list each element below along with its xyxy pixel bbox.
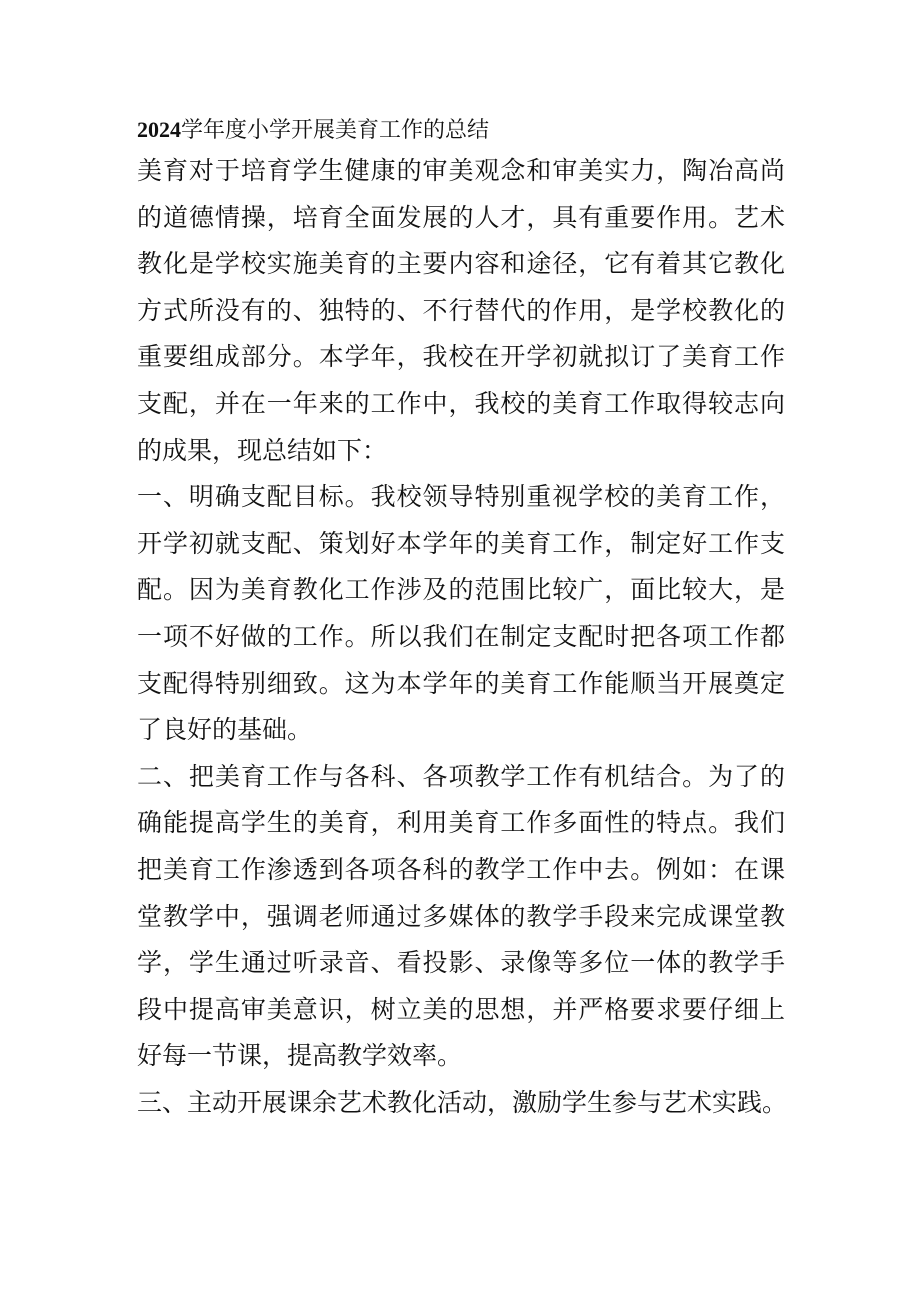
paragraph-section-1: [137, 474, 785, 754]
paragraph-section-3: [137, 1080, 788, 1127]
text-line: 方式所没有的、独特的、不行替代的作用，是学校教化的: [137, 295, 785, 325]
paragraph-section-2: [137, 754, 785, 1080]
text-line: 一、明确支配目标。我校领导特别重视学校的美育工作，: [137, 482, 785, 512]
text-line: 教化是学校实施美育的主要内容和途径，它有着其它教化: [137, 249, 785, 279]
text-line: 好每一节课，提高教学效率。: [137, 1041, 463, 1071]
text-line: 美育对于培育学生健康的审美观念和审美实力，陶冶高尚: [137, 156, 785, 185]
text-line: 支配得特别细致。这为本学年的美育工作能顺当开展奠定: [137, 668, 785, 698]
text-line: 把美育工作渗透到各项各科的教学工作中去。例如：在课: [137, 854, 785, 884]
text-line: 重要组成部分。本学年，我校在开学初就拟订了美育工作: [137, 342, 785, 372]
text-line: 了良好的基础。: [137, 715, 313, 745]
text-line: 段中提高审美意识，树立美的思想，并严格要求要仔细上: [137, 994, 785, 1024]
text-line: 配。因为美育教化工作涉及的范围比较广，面比较大，是: [137, 575, 785, 605]
text-line: 的道德情操，培育全面发展的人才，具有重要作用。艺术: [137, 202, 785, 232]
text-line: 的成果，现总结如下：: [137, 435, 388, 465]
text-line: 堂教学中，强调老师通过多媒体的教学手段来完成课堂教: [137, 901, 785, 931]
paragraph-intro: [137, 148, 785, 474]
document-body: [137, 112, 788, 1126]
text-line: 二、把美育工作与各科、各项教学工作有机结合。为了的: [137, 761, 785, 791]
title-year: 2024: [137, 117, 181, 142]
text-line: 确能提高学生的美育，利用美育工作多面性的特点。我们: [137, 808, 785, 838]
title-text: 学年度小学开展美育工作的总结: [181, 118, 490, 143]
text-line: 一项不好做的工作。所以我们在制定支配时把各项工作都: [137, 621, 785, 651]
text-line: 支配，并在一年来的工作中，我校的美育工作取得较志向: [137, 388, 785, 418]
document-title: [137, 112, 785, 148]
text-line: 三、主动开展课余艺术教化活动，激励学生参与艺术实践。: [137, 1087, 788, 1117]
text-line: 开学初就支配、策划好本学年的美育工作，制定好工作支: [137, 528, 785, 558]
text-line: 学，学生通过听录音、看投影、录像等多位一体的教学手: [137, 948, 785, 978]
